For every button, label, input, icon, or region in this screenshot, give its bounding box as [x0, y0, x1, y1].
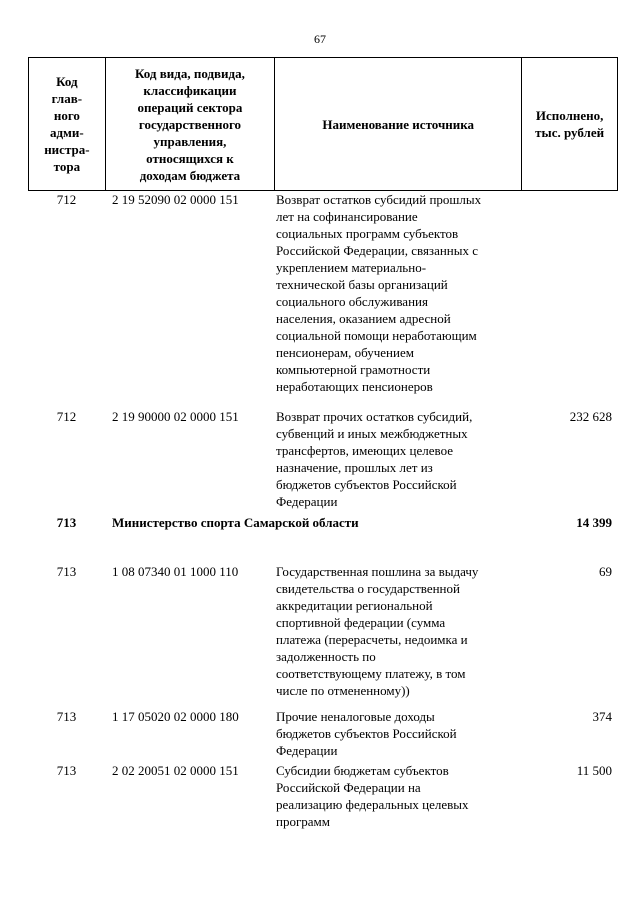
admin-code: 713: [56, 709, 77, 724]
source-name: Государственная пошлина за выдачу свидетельства о государственной аккредитации региональной спортивной федерации (сумма платежа (перерасчеты, недоимка и задолженность по соответствующему платежу, в том числе по отмененному)): [276, 564, 479, 698]
ministry-name: Министерство спорта Самарской области: [112, 515, 359, 530]
source-name: Субсидии бюджетам субъектов Российской Федерации на реализацию федеральных целевых программ: [276, 763, 469, 829]
classification-code: 1 08 07340 01 1000 110: [112, 564, 239, 579]
admin-code: 713: [56, 763, 77, 778]
source-name: Возврат остатков субсидий прошлых лет на софинансирование социальных программ субъектов Российской Федерации, связанных с укреплением материально- технической базы организаций социального обслуживания населения, оказанием адресной социальной помощи неработающим пенсионерам, обучением компьютерной грамотности неработающих пенсионеров: [276, 192, 482, 394]
header-admin-code: Код глав- ного адми- нистра- тора: [29, 58, 106, 190]
source-name: Возврат прочих остатков субсидий, субвенций и иных межбюджетных трансфертов, имеющих целевое назначение, прошлых лет из бюджетов субъектов Российской Федерации: [276, 409, 473, 509]
classification-code: 2 19 52090 02 0000 151: [112, 192, 239, 207]
classification-code: 2 19 90000 02 0000 151: [112, 409, 239, 424]
admin-code: 713: [56, 515, 77, 530]
classification-code: 2 02 20051 02 0000 151: [112, 763, 239, 778]
admin-code: 712: [56, 192, 77, 207]
admin-code: 713: [56, 564, 77, 579]
header-amount: Исполнено, тыс. рублей: [535, 108, 605, 140]
source-name: Прочие неналоговые доходы бюджетов субъектов Российской Федерации: [276, 709, 457, 758]
amount: 11 500: [576, 763, 612, 778]
header-classification-code: Код вида, подвида, классификации операций сектора государственного управления, относящихся к доходам бюджета: [106, 58, 275, 190]
admin-code: 712: [56, 409, 77, 424]
amount: 232 628: [569, 409, 612, 424]
classification-code: 1 17 05020 02 0000 180: [112, 709, 239, 724]
amount: 14 399: [576, 515, 612, 530]
header-source-name: Наименование источника: [275, 58, 522, 190]
table-header: [28, 57, 618, 191]
amount: 69: [599, 564, 612, 579]
amount: 374: [592, 709, 612, 724]
page-number: 67: [314, 32, 326, 46]
